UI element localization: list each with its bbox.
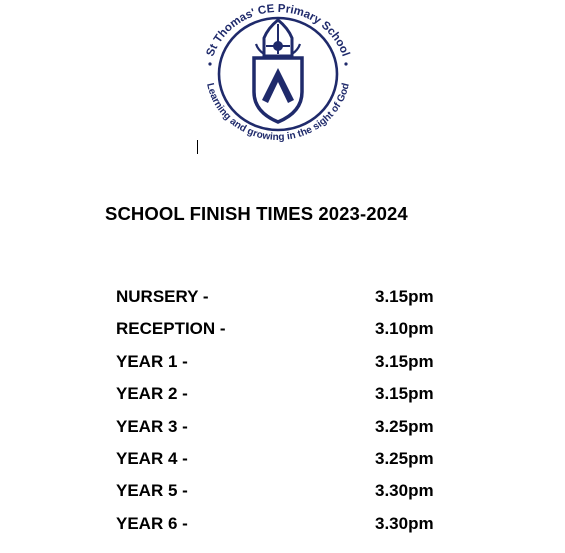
class-label: YEAR 4 - bbox=[116, 448, 188, 468]
page-title: SCHOOL FINISH TIMES 2023-2024 bbox=[105, 203, 408, 224]
class-label: RECEPTION - bbox=[116, 319, 226, 339]
logo-school-name: St Thomas' CE Primary School bbox=[204, 2, 352, 59]
school-crest-icon bbox=[196, 2, 360, 154]
finish-time-row bbox=[116, 317, 456, 349]
text-cursor bbox=[197, 140, 198, 154]
finish-time: 3.15pm bbox=[375, 287, 434, 306]
class-label: YEAR 6 - bbox=[116, 513, 188, 533]
finish-time-row bbox=[116, 382, 456, 414]
finish-time: 3.10pm bbox=[375, 319, 434, 339]
class-label: YEAR 3 - bbox=[116, 416, 188, 436]
finish-time: 3.30pm bbox=[375, 513, 434, 533]
finish-time-row bbox=[116, 350, 456, 382]
finish-time: 3.15pm bbox=[375, 384, 434, 404]
finish-time-row bbox=[116, 512, 456, 544]
logo-motto: Learning and growing in the sight of God bbox=[204, 82, 352, 144]
finish-time-row bbox=[116, 285, 456, 317]
class-label: NURSERY - bbox=[116, 287, 209, 306]
class-label: YEAR 5 - bbox=[116, 481, 188, 501]
finish-time-row bbox=[116, 447, 456, 479]
finish-time: 3.30pm bbox=[375, 481, 434, 501]
finish-time-row bbox=[116, 415, 456, 447]
class-label: YEAR 2 - bbox=[116, 384, 188, 404]
class-label: YEAR 1 - bbox=[116, 351, 188, 371]
finish-time: 3.25pm bbox=[375, 448, 434, 468]
finish-time-row bbox=[116, 479, 456, 511]
finish-times-list bbox=[116, 285, 456, 544]
finish-time: 3.25pm bbox=[375, 416, 434, 436]
school-logo bbox=[196, 2, 360, 154]
finish-time: 3.15pm bbox=[375, 351, 434, 371]
